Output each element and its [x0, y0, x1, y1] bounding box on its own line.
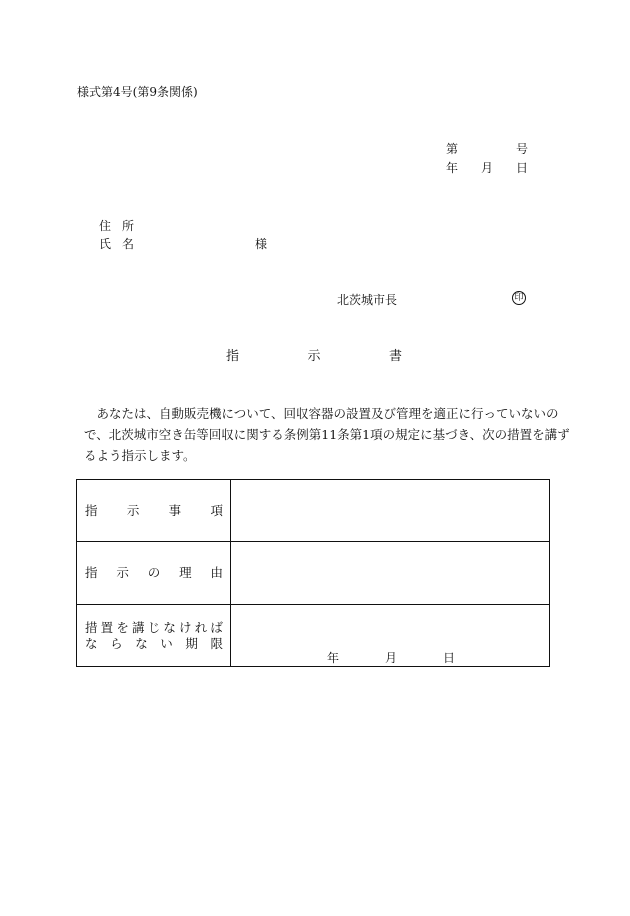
issue-date-day: 日 [516, 161, 529, 175]
label-char: い [160, 635, 173, 651]
issuer-name: 北茨城市長 [337, 293, 398, 307]
row-label-instruction-items [77, 480, 231, 541]
label-char: 示 [116, 565, 129, 580]
deadline-day: 日 [442, 651, 455, 665]
body-line: るよう指示します。 [84, 448, 196, 463]
label-char: 講 [132, 619, 145, 635]
instruction-items-value [231, 480, 549, 541]
body-line: で、北茨城市空き缶等回収に関する条例第11条第1項の規定に基づき、次の措置を講ず [84, 427, 570, 442]
row-label-deadline [77, 605, 231, 666]
instruction-table [76, 479, 550, 667]
deadline-date [327, 649, 455, 666]
label-char: 理 [179, 565, 192, 580]
seal-icon: 印 [512, 291, 526, 305]
instruction-reason-value [231, 542, 549, 604]
label-char: な [85, 635, 98, 651]
label-char: 指 [85, 565, 98, 580]
issue-date-month: 月 [481, 161, 494, 175]
recipient-address-label: 住所 [99, 219, 146, 233]
label-char: ば [210, 619, 223, 635]
label-char: れ [194, 619, 208, 635]
document-number-suffix: 号 [516, 142, 529, 156]
instruction-body-text [84, 403, 570, 466]
label-char: け [179, 619, 192, 635]
label-char: 限 [210, 635, 223, 651]
body-line: あなたは、自動販売機について、回収容器の設置及び管理を適正に行っていないの [84, 406, 559, 421]
document-title [226, 350, 402, 363]
label-char: の [147, 565, 161, 580]
label-char: 項 [210, 502, 223, 518]
label-char: 事 [168, 502, 182, 518]
issue-date-year: 年 [446, 161, 459, 175]
label-line [85, 620, 223, 636]
deadline-month: 月 [384, 651, 397, 665]
label-char: 由 [210, 565, 223, 580]
label-line [85, 565, 223, 581]
title-char: 示 [307, 349, 321, 364]
title-char: 指 [226, 349, 240, 364]
label-char: 措 [85, 619, 98, 635]
label-line [85, 636, 223, 652]
table-row-instruction-items [77, 480, 549, 542]
label-char: 指 [85, 502, 98, 518]
row-label-instruction-reason [77, 542, 231, 604]
label-char: じ [147, 619, 161, 635]
label-char: 置 [100, 619, 114, 635]
deadline-value [231, 605, 549, 666]
form-number-label: 様式第4号(第9条関係) [77, 85, 198, 99]
label-char: 期 [185, 635, 198, 651]
title-char: 書 [388, 349, 402, 364]
table-row-instruction-reason [77, 542, 549, 605]
recipient-honorific: 様 [255, 237, 268, 251]
deadline-year: 年 [327, 651, 340, 665]
label-char: な [135, 635, 148, 651]
recipient-name-label: 氏名 [99, 237, 146, 251]
table-row-deadline [77, 605, 549, 666]
label-char: な [163, 619, 176, 635]
label-char: 示 [126, 502, 140, 518]
document-number-prefix: 第 [446, 142, 459, 156]
label-line [85, 503, 223, 519]
label-char: ら [110, 635, 123, 651]
label-char: を [116, 619, 129, 635]
